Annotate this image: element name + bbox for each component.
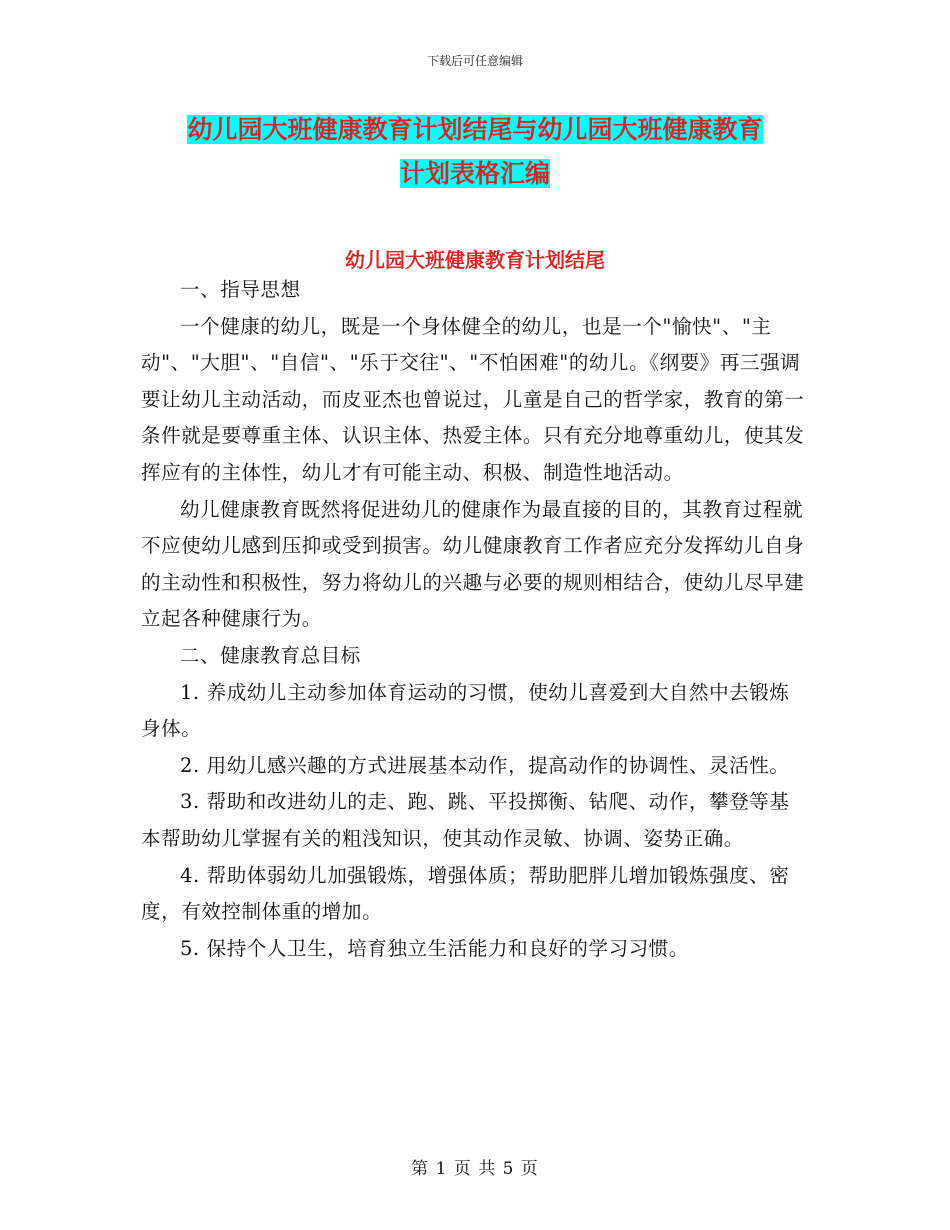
heading-overall-goals: 二、健康教育总目标 <box>180 643 361 667</box>
goal-item: 1. 养成幼儿主动参加体育运动的习惯，使幼儿喜爱到大自然中去锻炼身体。 <box>141 680 790 741</box>
paragraph: 幼儿健康教育既然将促进幼儿的健康作为最直接的目的，其教育过程就不应使幼儿感到压抑或受到损害。幼儿健康教育工作者应充分发挥幼儿自身的主动性和积极性，努力将幼儿的兴趣与必要的规则相结合，使幼儿尽早建立起各种健康行为。 <box>141 497 805 631</box>
goal-item: 5. 保持个人卫生，培育独立生活能力和良好的学习习惯。 <box>180 936 690 960</box>
goal-item: 2. 用幼儿感兴趣的方式进展基本动作，提高动作的协调性、灵活性。 <box>180 753 790 777</box>
goal-item: 4. 帮助体弱幼儿加强锻炼，增强体质；帮助肥胖儿增加锻炼强度、密度，有效控制体重的增加。 <box>141 863 790 924</box>
document-title <box>100 108 850 196</box>
document-title-line-2: 计划表格汇编 <box>399 159 550 188</box>
goal-item: 3. 帮助和改进幼儿的走、跑、跳、平投掷衡、钻爬、动作，攀登等基本帮助幼儿掌握有关的粗浅知识，使其动作灵敏、协调、姿势正确。 <box>141 790 790 850</box>
heading-guiding-ideology: 一、指导思想 <box>180 278 301 301</box>
document-title-line-1: 幼儿园大班健康教育计划结尾与幼儿园大班健康教育 <box>187 115 763 144</box>
page-number-footer: 第 1 页 共 5 页 <box>411 1159 539 1179</box>
document-body <box>141 272 809 967</box>
page-header-note: 下载后可任意编辑 <box>426 54 523 68</box>
section-title: 幼儿园大班健康教育计划结尾 <box>345 248 605 272</box>
paragraph: 一个健康的幼儿，既是一个身体健全的幼儿，也是一个"愉快"、"主动"、"大胆"、"自信"、"乐于交往"、"不怕困难"的幼儿。《纲要》再三强调要让幼儿主动活动，而皮亚杰也曾说过，儿童是自己的哲学家，教育的第一条件就是要尊重主体、认识主体、热爱主体。只有充分地尊重幼儿，使其发挥应有的主体性，幼儿才有可能主动、积极、制造性地活动。 <box>141 314 805 484</box>
